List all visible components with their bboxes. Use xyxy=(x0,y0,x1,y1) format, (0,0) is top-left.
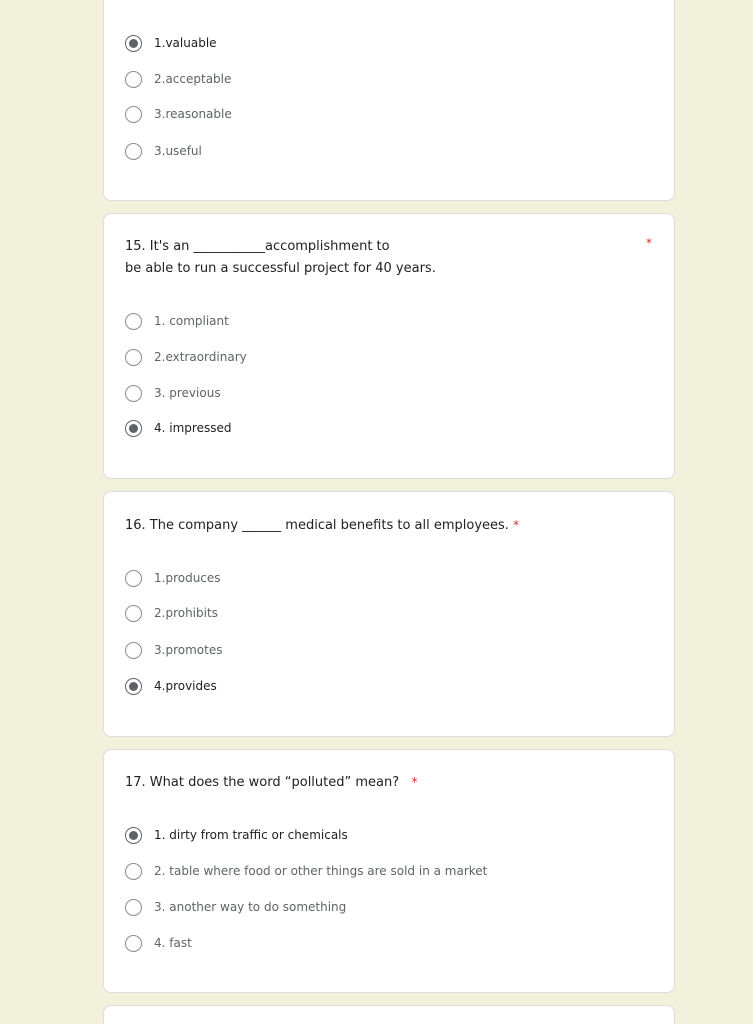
radio-icon xyxy=(125,642,142,659)
option-16-2[interactable] xyxy=(125,603,218,623)
option-14-3[interactable] xyxy=(125,104,232,124)
radio-icon xyxy=(125,71,142,88)
radio-icon xyxy=(125,349,142,366)
option-label: 3.promotes xyxy=(154,643,223,657)
question-title-line-1: 15. It's an ___________accomplishment to xyxy=(125,239,390,254)
option-label: 2.acceptable xyxy=(154,72,232,86)
option-15-2[interactable] xyxy=(125,347,247,367)
question-card-18 xyxy=(103,1005,675,1024)
option-17-4[interactable] xyxy=(125,933,192,953)
question-card-14 xyxy=(103,0,675,201)
option-label: 1. dirty from traffic or chemicals xyxy=(154,828,348,842)
radio-icon xyxy=(125,899,142,916)
option-14-1[interactable] xyxy=(125,33,217,53)
option-label: 3.reasonable xyxy=(154,107,232,121)
question-title-text: 17. What does the word “polluted” mean? xyxy=(125,775,400,790)
option-14-4[interactable] xyxy=(125,141,202,161)
option-label: 2. table where food or other things are sold in a market xyxy=(154,864,488,878)
option-label: 4. impressed xyxy=(154,421,232,435)
option-label: 3. another way to do something xyxy=(154,900,347,914)
option-17-1[interactable] xyxy=(125,825,348,845)
option-15-4[interactable] xyxy=(125,418,231,438)
radio-selected-icon xyxy=(125,35,142,52)
question-title-line-2: be able to run a successful project for 40 years. xyxy=(125,261,436,276)
radio-icon xyxy=(125,935,142,952)
question-title xyxy=(125,236,644,280)
radio-icon xyxy=(125,106,142,123)
radio-icon xyxy=(125,570,142,587)
option-16-1[interactable] xyxy=(125,568,221,588)
option-label: 3.useful xyxy=(154,144,202,158)
radio-icon xyxy=(125,863,142,880)
option-label: 1.produces xyxy=(154,571,221,585)
option-17-2[interactable] xyxy=(125,861,487,881)
required-asterisk: * xyxy=(411,775,418,789)
question-title xyxy=(125,771,644,794)
question-title xyxy=(125,514,644,537)
option-label: 4.provides xyxy=(154,679,217,693)
option-label: 3. previous xyxy=(154,386,221,400)
question-title-text: 16. The company ______ medical benefits to all employees. xyxy=(125,518,509,533)
radio-icon xyxy=(125,143,142,160)
option-16-4[interactable] xyxy=(125,676,217,696)
required-asterisk: * xyxy=(646,236,652,250)
radio-selected-icon xyxy=(125,827,142,844)
option-14-2[interactable] xyxy=(125,69,231,89)
option-15-1[interactable] xyxy=(125,311,229,331)
radio-icon xyxy=(125,313,142,330)
option-label: 2.prohibits xyxy=(154,606,218,620)
option-label: 1. compliant xyxy=(154,314,229,328)
radio-icon xyxy=(125,385,142,402)
option-15-3[interactable] xyxy=(125,383,221,403)
radio-selected-icon xyxy=(125,420,142,437)
option-label: 1.valuable xyxy=(154,36,217,50)
option-label: 4. fast xyxy=(154,936,192,950)
question-card-15 xyxy=(103,213,675,479)
option-17-3[interactable] xyxy=(125,897,346,917)
option-16-3[interactable] xyxy=(125,640,222,660)
radio-icon xyxy=(125,605,142,622)
question-card-16 xyxy=(103,491,675,737)
radio-selected-icon xyxy=(125,678,142,695)
question-card-17 xyxy=(103,749,675,993)
option-label: 2.extraordinary xyxy=(154,350,247,364)
required-asterisk: * xyxy=(513,518,520,532)
